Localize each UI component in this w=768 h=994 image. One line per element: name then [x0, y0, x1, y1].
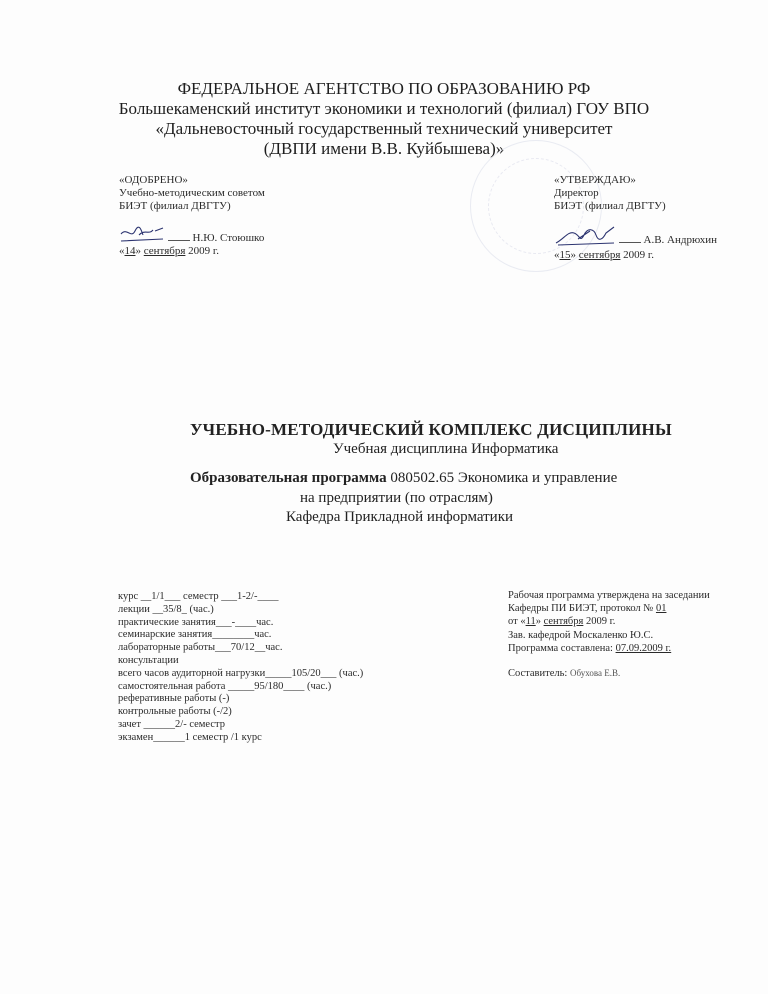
confirm-block [554, 174, 717, 262]
info-author-line [508, 667, 710, 680]
program-value-cont: на предприятии (по отраслям) [300, 490, 493, 506]
confirm-date-open: « [554, 249, 560, 261]
confirm-signature-underline [619, 242, 641, 243]
confirm-signature [554, 225, 616, 249]
approved-signer: Н.Ю. Стоюшко [192, 232, 265, 244]
discipline-name: Учебная дисциплина Информатика [333, 441, 559, 457]
confirm-heading: «УТВЕРЖДАЮ» [554, 174, 636, 186]
confirm-org: БИЭТ (филиал ДВГТУ) [554, 200, 666, 212]
info-year: 2009 г. [583, 616, 616, 628]
approved-block [119, 174, 265, 258]
info-month: сентября [543, 616, 584, 628]
course-hours-block [118, 591, 363, 745]
stats-line: контрольные работы (-/2) [118, 706, 232, 718]
info-compiled-line [508, 642, 710, 655]
approved-month: сентября [143, 245, 186, 257]
approved-signature-underline [168, 240, 190, 241]
stats-line: консультации [118, 654, 179, 666]
program-value: 080502.65 Экономика и управление [390, 470, 618, 486]
header-university-name: (ДВПИ имени В.В. Куйбышева)» [263, 139, 505, 158]
info-compiled-label: Программа составлена: [508, 642, 616, 654]
info-protocol-line [508, 602, 710, 615]
info-date-line [508, 615, 710, 628]
info-protocol-text: Кафедры ПИ БИЭТ, протокол № [508, 603, 656, 615]
document-title: УЧЕБНО-МЕТОДИЧЕСКИЙ КОМПЛЕКС ДИСЦИПЛИНЫ [190, 420, 672, 439]
stats-line: курс __1/1___ семестр ___1-2/-____ [118, 591, 279, 602]
program-line [190, 470, 617, 487]
stats-line: всего часов аудиторной нагрузки_____105/20___ (час.) [118, 667, 364, 679]
author-name: Обухова Е.В. [569, 668, 621, 679]
stats-line: практические занятия___-____час. [118, 616, 274, 628]
confirm-day: 15 [559, 249, 571, 261]
confirm-position: Директор [554, 187, 599, 199]
stats-line: реферативные работы (-) [118, 693, 230, 705]
confirm-signature-line [554, 225, 717, 249]
department-name: Кафедра Прикладной информатики [286, 509, 514, 525]
approved-heading: «ОДОБРЕНО» [119, 174, 188, 186]
header-institute: Большекаменский институт экономики и технологий (филиал) ГОУ ВПО [118, 99, 650, 118]
confirm-month: сентября [578, 249, 621, 261]
program-info-block [508, 589, 710, 680]
approved-year: 2009 г. [185, 245, 219, 257]
stats-line: лабораторные работы___70/12__час. [118, 642, 283, 654]
approved-org: БИЭТ (филиал ДВГТУ) [119, 200, 231, 212]
info-head-line: Зав. кафедрой Москаленко Ю.С. [508, 629, 654, 641]
confirm-year: 2009 г. [620, 249, 654, 261]
confirm-signer: А.В. Андрюхин [643, 234, 718, 246]
info-date-mid: » [535, 616, 544, 628]
approved-date-open: « [119, 245, 125, 257]
info-protocol-number: 01 [655, 603, 667, 615]
approved-council: Учебно-методическим советом [119, 187, 265, 199]
info-compiled-date: 07.09.2009 г. [615, 642, 672, 654]
approved-signature-line [119, 225, 265, 245]
stats-line: лекции __35/8_ (час.) [118, 603, 214, 615]
approved-day: 14 [124, 245, 136, 257]
stats-line: зачет ______2/- семестр [118, 718, 225, 730]
stats-line: экзамен______1 семестр /1 курс [118, 731, 262, 743]
header-agency: ФЕДЕРАЛЬНОЕ АГЕНТСТВО ПО ОБРАЗОВАНИЮ РФ [177, 79, 591, 98]
info-day: 11 [525, 616, 536, 628]
stats-line: самостоятельная работа _____95/180____ (час.) [118, 680, 332, 692]
approved-signature [119, 225, 165, 245]
info-date-open: от « [508, 616, 526, 628]
program-label: Образовательная программа [190, 470, 387, 486]
author-label: Составитель: [508, 668, 568, 680]
confirm-date-mid: » [570, 249, 579, 261]
approved-date [119, 245, 265, 258]
approved-date-mid: » [135, 245, 144, 257]
info-approved-line: Рабочая программа утверждена на заседании [508, 590, 710, 601]
confirm-date [554, 249, 717, 262]
stats-line: семинарские занятия________час. [118, 629, 272, 641]
header-university: «Дальневосточный государственный технический университет [155, 119, 613, 138]
